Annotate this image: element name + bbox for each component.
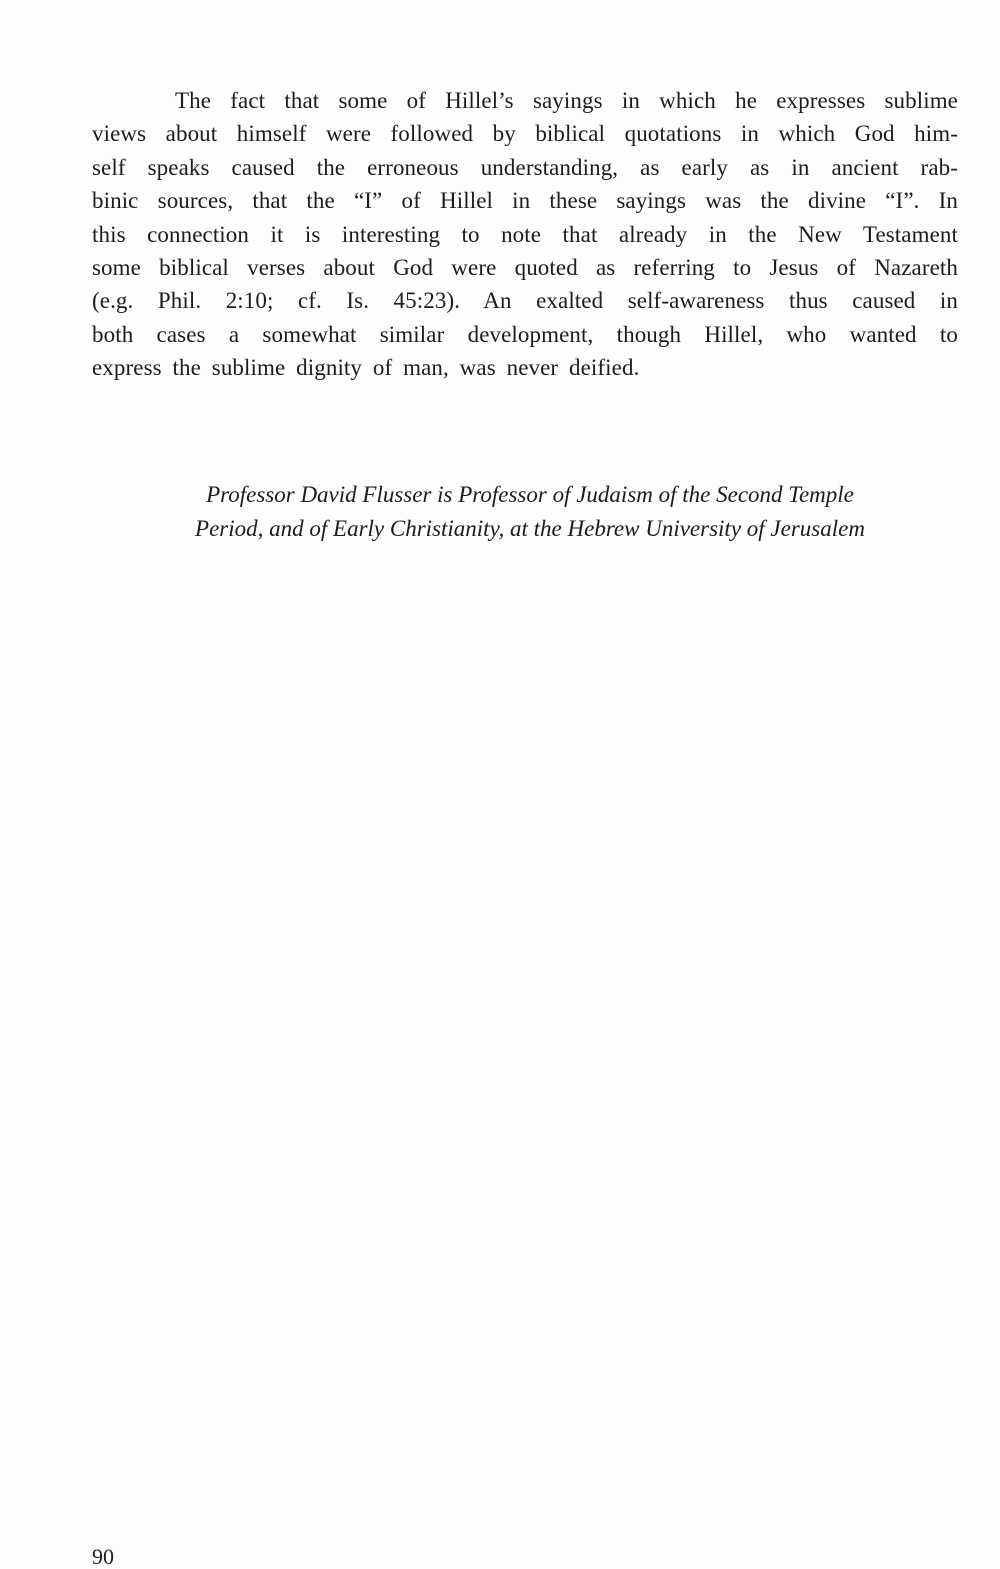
paragraph-line: binic sources, that the “I” of Hillel in these sayings was the divine “I”. In — [92, 188, 958, 214]
paragraph-line: this connection it is interesting to note that already in the New Testament — [92, 221, 958, 247]
body-paragraph — [92, 84, 958, 385]
paragraph-line: (e.g. Phil. 2:10; cf. Is. 45:23). An exalted self-awareness thus caused in — [92, 288, 958, 314]
paragraph-line: The fact that some of Hillel’s sayings in which he expresses sublime — [175, 88, 958, 113]
paragraph-line: self speaks caused the erroneous understanding, as early as in ancient rab- — [92, 154, 958, 180]
paragraph-line: some biblical verses about God were quoted as referring to Jesus of Nazareth — [92, 254, 958, 280]
paragraph-line: express the sublime dignity of man, was never deified. — [92, 355, 640, 381]
page-number: 90 — [92, 1544, 114, 1569]
paragraph-line: both cases a somewhat similar development, though Hillel, who wanted to — [92, 321, 958, 347]
author-note-line: Period, and of Early Christianity, at the Hebrew University of Jerusalem — [195, 516, 865, 541]
author-note-line: Professor David Flusser is Professor of Judaism of the Second Temple — [206, 482, 854, 507]
paragraph-line: views about himself were followed by biblical quotations in which God him- — [92, 121, 958, 147]
author-note — [100, 478, 960, 546]
